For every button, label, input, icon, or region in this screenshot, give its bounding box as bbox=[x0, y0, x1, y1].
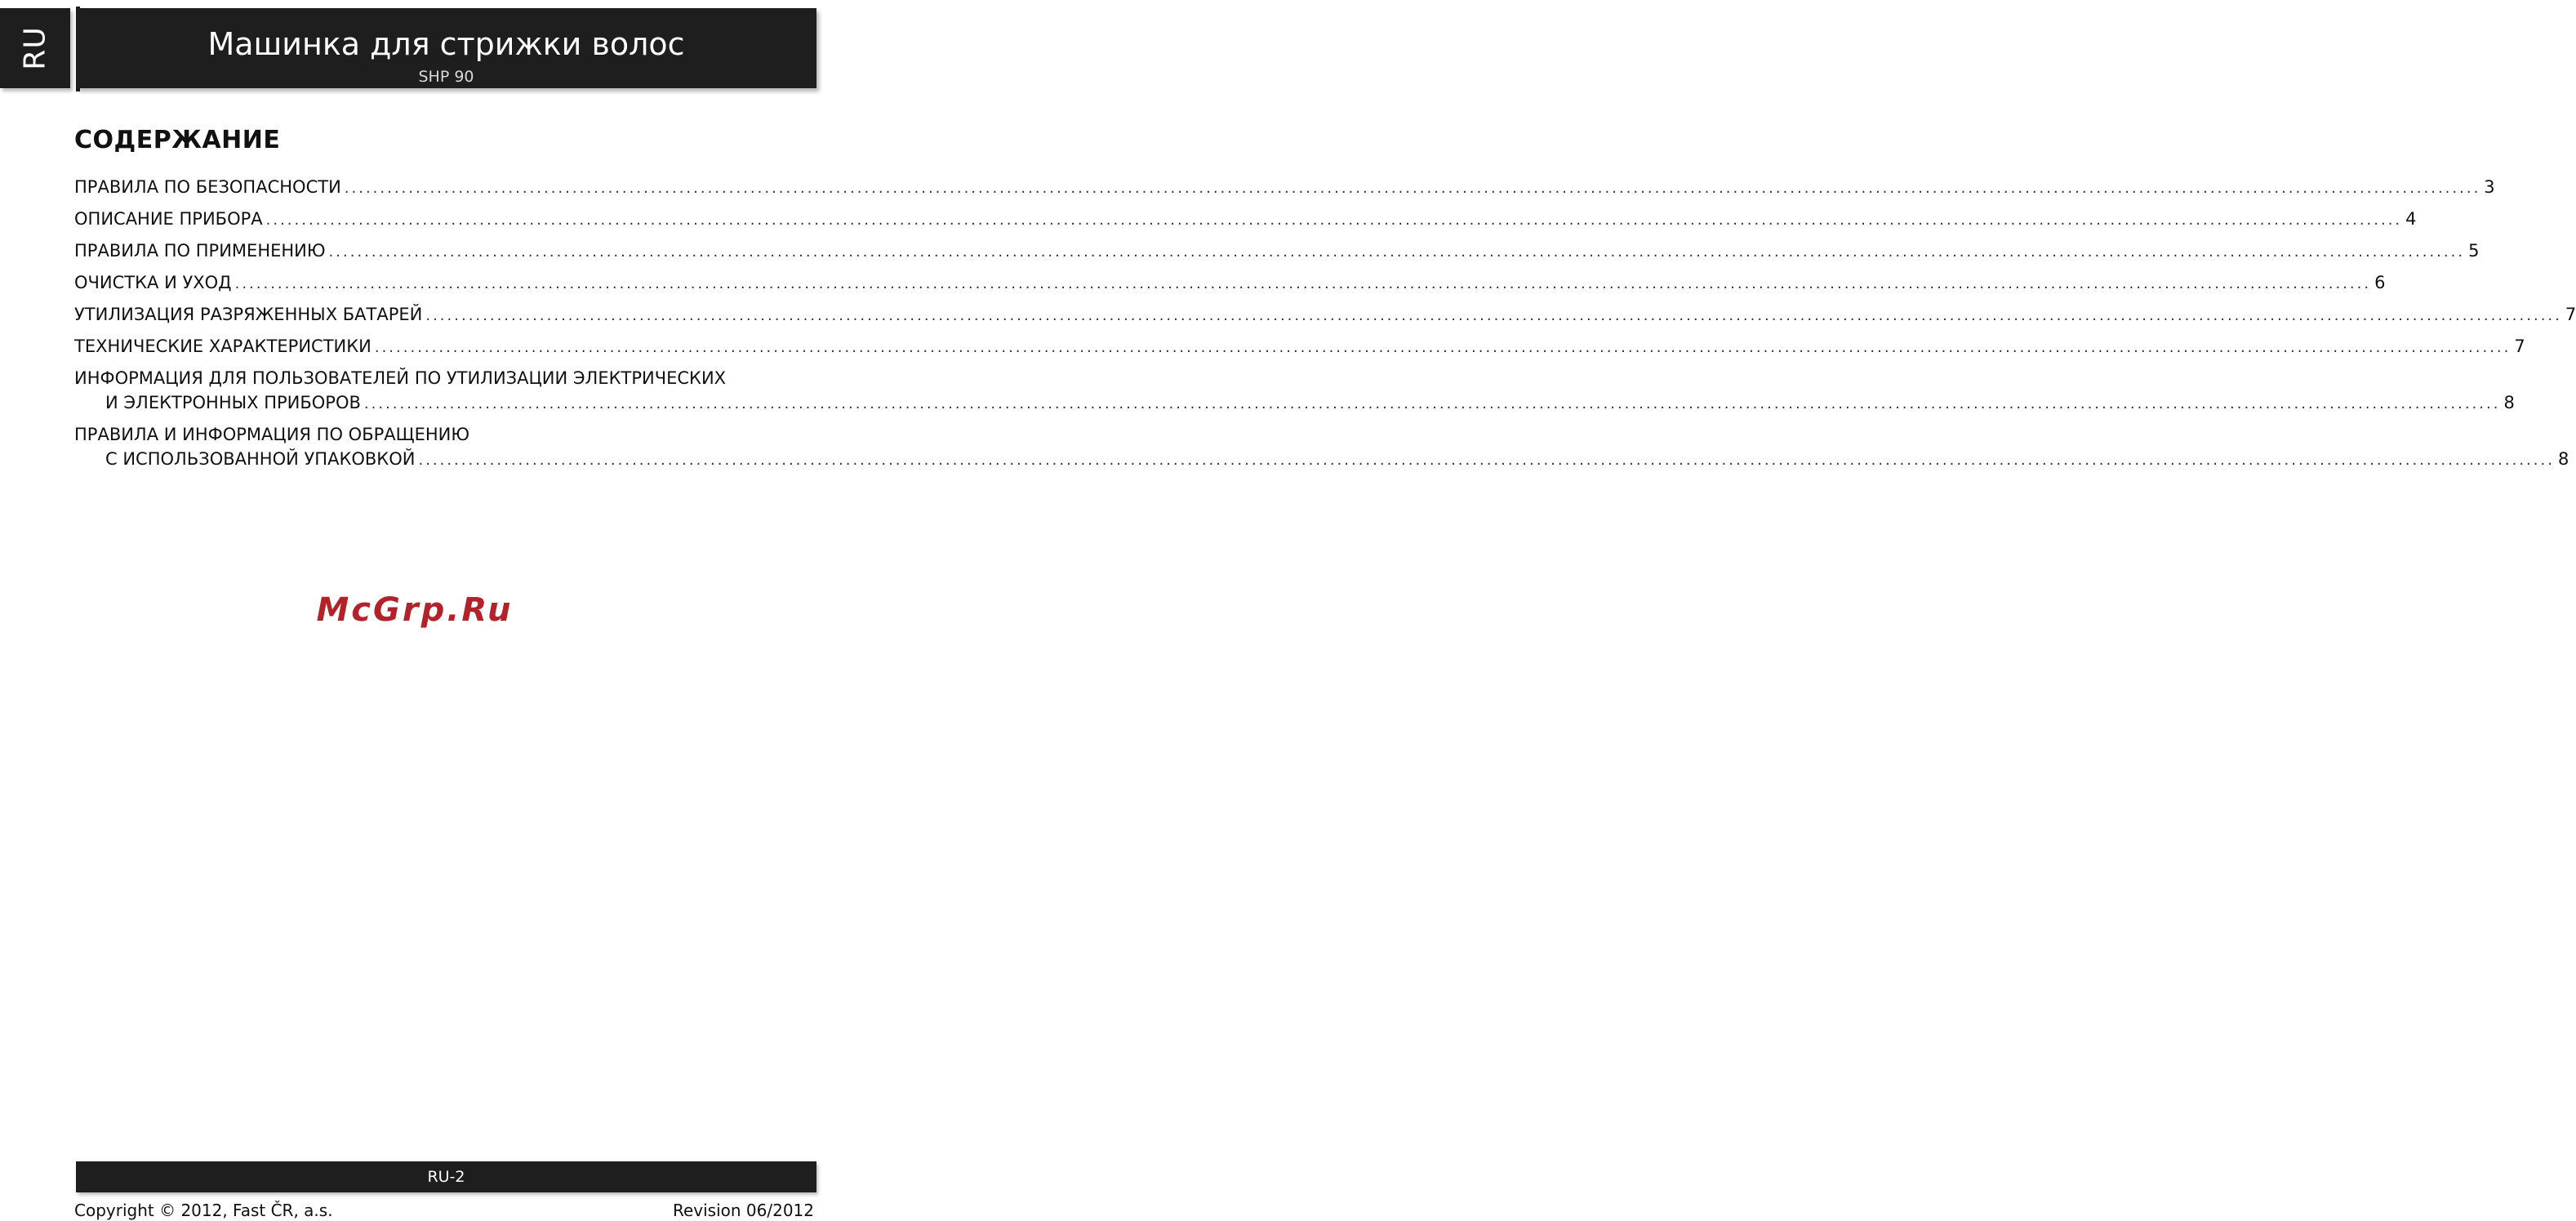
toc-entry-title: ПРАВИЛА ПО ПРИМЕНЕНИЮ bbox=[74, 241, 326, 261]
watermark: McGrp.Ru bbox=[316, 591, 514, 629]
language-tab bbox=[0, 8, 70, 88]
toc-entry-title: ИНФОРМАЦИЯ ДЛЯ ПОЛЬЗОВАТЕЛЕЙ ПО УТИЛИЗАЦИИ ЭЛЕКТРИЧЕСКИХ bbox=[74, 368, 727, 388]
language-code: RU bbox=[18, 26, 52, 70]
dot-leader: ............................................................................................................................................................................................................................................................................................................ bbox=[374, 339, 2511, 356]
toc-page-number: 8 bbox=[2503, 393, 2515, 412]
dot-leader: ............................................................................................................................................................................................................................................................................................................ bbox=[328, 243, 2466, 261]
toc-entry[interactable] bbox=[74, 366, 2515, 417]
dot-leader: ............................................................................................................................................................................................................................................................................................................ bbox=[344, 180, 2481, 197]
toc-entry[interactable] bbox=[74, 334, 2525, 360]
dot-leader: ............................................................................................................................................................................................................................................................................................................ bbox=[425, 307, 2562, 324]
model-name: SHP 90 bbox=[418, 68, 474, 86]
dot-leader: ............................................................................................................................................................................................................................................................................................................ bbox=[234, 275, 2372, 292]
footer-bar bbox=[76, 1161, 816, 1192]
toc-entry-title: ОПИСАНИЕ ПРИБОРА bbox=[74, 209, 263, 229]
toc-entry[interactable] bbox=[74, 302, 2576, 328]
toc-entry[interactable] bbox=[74, 238, 2480, 265]
toc-entry[interactable] bbox=[74, 270, 2386, 296]
toc-entry-title: ПРАВИЛА ПО БЕЗОПАСНОСТИ bbox=[74, 177, 341, 197]
header-bar bbox=[76, 8, 816, 88]
toc-page-number: 8 bbox=[2557, 449, 2569, 469]
toc-entry-title: ПРАВИЛА И ИНФОРМАЦИЯ ПО ОБРАЩЕНИЮ bbox=[74, 425, 470, 444]
toc-entry[interactable] bbox=[74, 207, 2417, 233]
page-number: RU-2 bbox=[427, 1168, 465, 1186]
product-title: Машинка для стрижки волос bbox=[207, 26, 685, 62]
toc-entry-title: И ЭЛЕКТРОННЫХ ПРИБОРОВ bbox=[105, 393, 361, 412]
toc-entry-title: С ИСПОЛЬЗОВАННОЙ УПАКОВКОЙ bbox=[105, 449, 416, 469]
toc-page-number: 7 bbox=[2514, 336, 2525, 356]
dot-leader: ............................................................................................................................................................................................................................................................................................................ bbox=[265, 212, 2403, 229]
copyright-text: Copyright © 2012, Fast ČR, a.s. bbox=[74, 1201, 333, 1220]
dot-leader: ............................................................................................................................................................................................................................................................................................................ bbox=[418, 452, 2555, 469]
toc-page-number: 5 bbox=[2468, 241, 2480, 261]
toc-page-number: 6 bbox=[2374, 273, 2386, 292]
toc-entry-title: ТЕХНИЧЕСКИЕ ХАРАКТЕРИСТИКИ bbox=[74, 336, 371, 356]
toc-page-number: 4 bbox=[2405, 209, 2417, 229]
dot-leader: ............................................................................................................................................................................................................................................................................................................ bbox=[363, 395, 2501, 412]
toc-entry[interactable] bbox=[74, 422, 2569, 473]
table-of-contents bbox=[74, 175, 2576, 473]
toc-entry-title: УТИЛИЗАЦИЯ РАЗРЯЖЕННЫХ БАТАРЕЙ bbox=[74, 305, 423, 324]
toc-entry[interactable] bbox=[74, 175, 2495, 201]
toc-page-number: 3 bbox=[2484, 177, 2495, 197]
toc-entry-title: ОЧИСТКА И УХОД bbox=[74, 273, 232, 292]
toc-heading: СОДЕРЖАНИЕ bbox=[74, 126, 281, 154]
revision-text: Revision 06/2012 bbox=[672, 1201, 814, 1220]
toc-page-number: 7 bbox=[2565, 305, 2576, 324]
